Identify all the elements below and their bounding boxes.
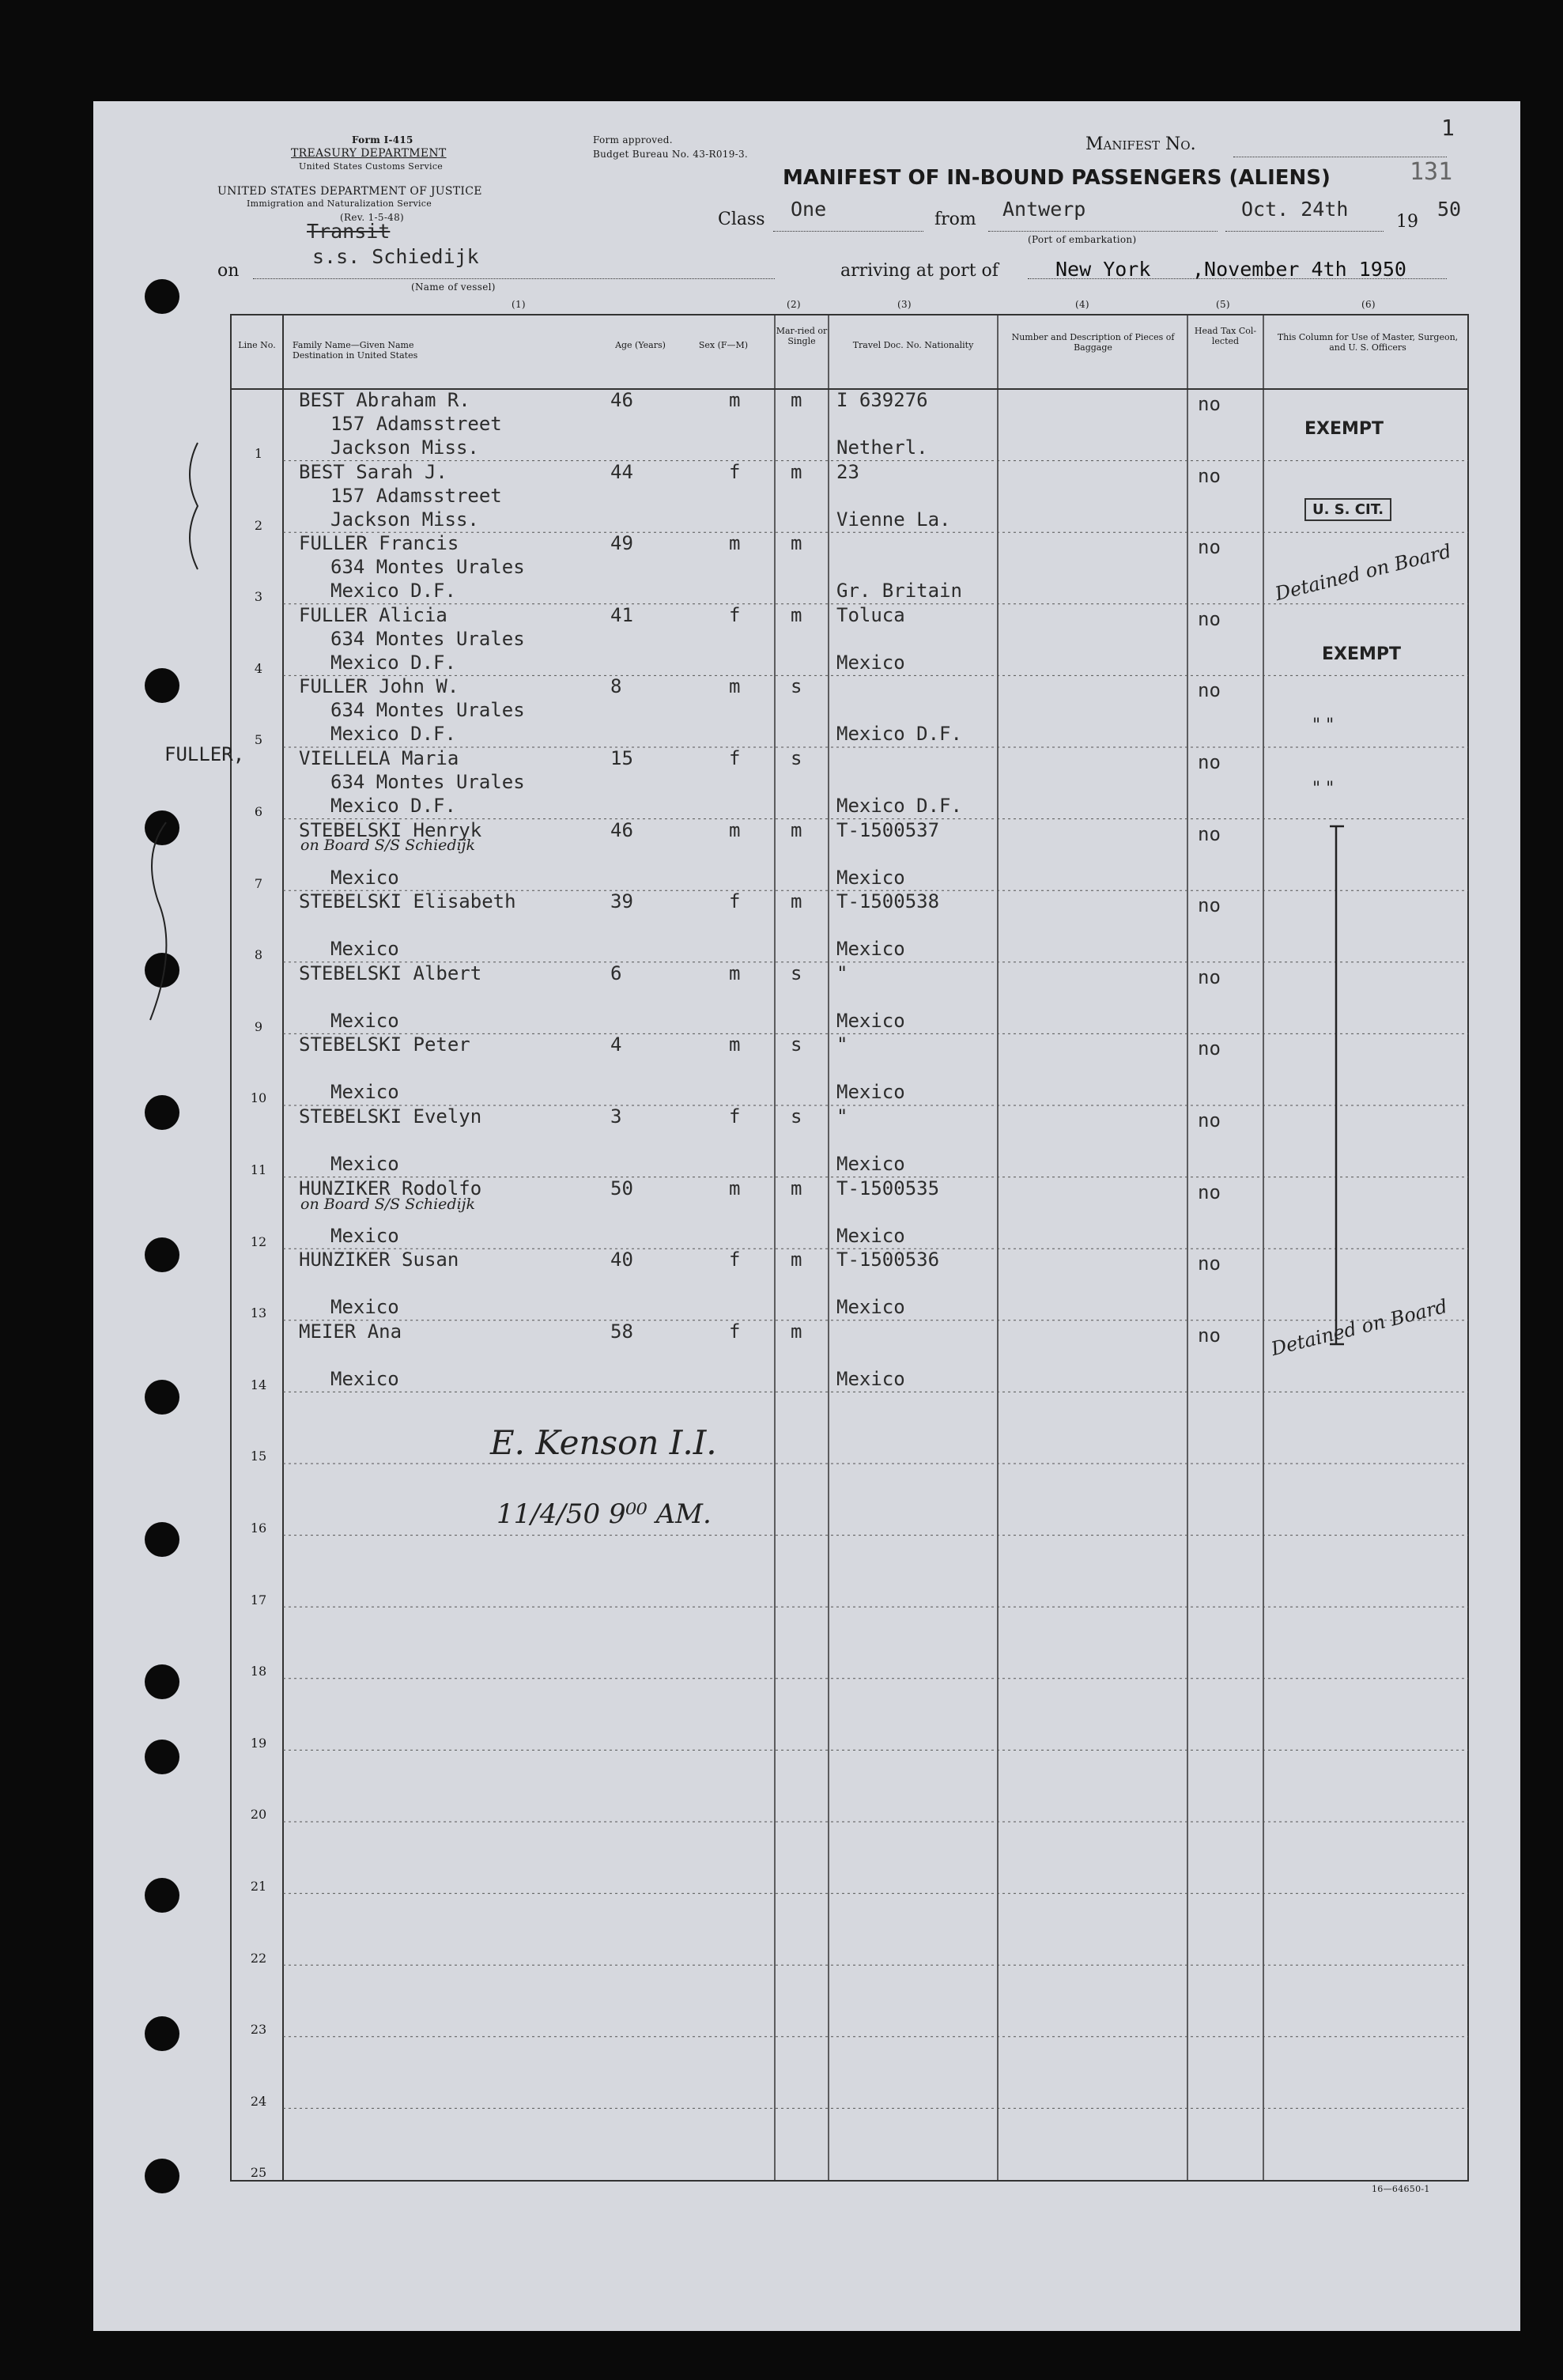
passenger-name: BEST Abraham R. [299, 389, 470, 411]
col-num-1: (1) [512, 299, 526, 310]
travel-doc-number: I 639276 [836, 389, 928, 411]
head-tax-collected: no [1198, 607, 1221, 630]
line-number: 23 [250, 2022, 267, 2038]
marital-status: m [791, 460, 802, 483]
passenger-sex: m [729, 818, 741, 841]
ditto-mark-1: " " [1312, 716, 1335, 735]
passenger-sex: m [729, 675, 741, 698]
travel-doc-number: 23 [836, 460, 859, 483]
nationality: Gr. Britain [836, 580, 962, 603]
passenger-age: 44 [610, 460, 633, 483]
passenger-sex: f [729, 460, 741, 483]
passenger-address: 634 Montes Urales [330, 556, 525, 579]
year-suffix: 50 [1437, 198, 1462, 221]
from-label: from [934, 210, 976, 229]
col-header-headtax: Head Tax Col-lected [1194, 326, 1257, 346]
vessel-caption: (Name of vessel) [411, 281, 496, 293]
nationality: Mexico [836, 1081, 905, 1104]
head-tax-collected: no [1198, 464, 1221, 487]
detained-note-1: Detained on Board [1273, 539, 1454, 606]
passenger-name: FULLER Alicia [299, 603, 447, 626]
col-num-5: (5) [1216, 299, 1230, 310]
form-approved: Form approved. [593, 134, 673, 145]
passenger-sex: f [729, 1105, 741, 1128]
head-tax-collected: no [1198, 822, 1221, 845]
col-header-married: Mar-ried or Single [776, 326, 828, 346]
nationality: Mexico [836, 1224, 905, 1247]
line-number: 15 [250, 1449, 267, 1464]
line-number: 3 [254, 589, 263, 605]
transit-note: Transit [307, 220, 391, 243]
passenger-age: 46 [610, 389, 633, 411]
line-number: 10 [250, 1090, 267, 1106]
travel-doc-number: T-1500538 [836, 890, 940, 913]
nationality: Mexico [836, 1009, 905, 1032]
passenger-name: FULLER Francis [299, 532, 459, 555]
passenger-name: STEBELSKI Henryk [299, 818, 482, 841]
line-number: 4 [254, 660, 263, 676]
manifest-title: MANIFEST OF IN-BOUND PASSENGERS (ALIENS) [783, 166, 1331, 190]
marital-status: s [791, 675, 802, 698]
head-tax-collected: no [1198, 393, 1221, 415]
port-embark-caption: (Port of embarkation) [1028, 234, 1137, 245]
passenger-sex: m [729, 1177, 741, 1199]
passenger-destination: Mexico [330, 938, 399, 961]
passenger-age: 15 [610, 747, 633, 769]
passenger-destination: Mexico [330, 1296, 399, 1319]
line-number: 9 [254, 1018, 263, 1034]
departure-date: Oct. 24th [1241, 198, 1349, 221]
line-number: 22 [250, 1950, 267, 1966]
marital-status: m [791, 1249, 802, 1271]
year-prefix: 19 [1396, 212, 1418, 232]
line-number: 12 [250, 1233, 267, 1249]
page-number: 131 [1410, 158, 1453, 186]
passenger-destination: Mexico [330, 1081, 399, 1104]
line-number: 19 [250, 1735, 267, 1751]
passenger-address: 157 Adamsstreet [330, 413, 502, 435]
passenger-name: STEBELSKI Evelyn [299, 1105, 482, 1128]
fuller-margin-note: FULLER, [164, 743, 245, 765]
treasury-dept: TREASURY DEPARTMENT [291, 147, 447, 160]
line-number: 13 [250, 1305, 267, 1321]
nationality: Mexico [836, 651, 905, 674]
passenger-destination: Mexico [330, 1153, 399, 1175]
col-header-name: Family Name—Given Name Destination in United States [293, 340, 418, 361]
line-number: 20 [250, 1807, 267, 1823]
justice-dept: UNITED STATES DEPARTMENT OF JUSTICE [217, 185, 482, 198]
on-board-note-1: on Board S/S Schiedijk [300, 837, 476, 854]
line-number: 11 [250, 1162, 267, 1177]
us-citizen-stamp: U. S. CIT. [1304, 498, 1391, 521]
head-tax-collected: no [1198, 965, 1221, 988]
passenger-address: 157 Adamsstreet [330, 484, 502, 507]
line-number: 21 [250, 1879, 267, 1894]
inspector-signature: E. Kenson I.I. [490, 1423, 717, 1462]
col-num-2: (2) [787, 299, 801, 310]
marital-status: m [791, 890, 802, 913]
passenger-name: HUNZIKER Rodolfo [299, 1177, 482, 1199]
passenger-name: HUNZIKER Susan [299, 1249, 459, 1271]
passenger-destination: Mexico D.F. [330, 651, 456, 674]
passenger-address: 634 Montes Urales [330, 771, 525, 793]
passenger-age: 41 [610, 603, 633, 626]
col-num-3: (3) [897, 299, 912, 310]
travel-doc-number: " [836, 961, 848, 984]
passenger-address: 634 Montes Urales [330, 699, 525, 722]
line-number: 1 [254, 446, 263, 461]
form-revision: (Rev. 1-5-48) [340, 212, 405, 223]
passenger-destination: Mexico [330, 1224, 399, 1247]
travel-doc-number: Toluca [836, 603, 905, 626]
arrival-date: ,November 4th 1950 [1192, 258, 1406, 281]
exempt-stamp-2: EXEMPT [1322, 644, 1402, 664]
port-of-embarkation: Antwerp [1002, 198, 1086, 221]
line-number: 6 [254, 804, 263, 819]
passenger-destination: Jackson Miss. [330, 508, 479, 531]
passenger-sex: f [729, 1320, 741, 1343]
nationality: Vienne La. [836, 508, 951, 531]
passenger-age: 58 [610, 1320, 633, 1343]
marital-status: s [791, 961, 802, 984]
passenger-age: 6 [610, 961, 622, 984]
passenger-destination: Mexico [330, 1367, 399, 1390]
nationality: Mexico [836, 1367, 905, 1390]
passenger-sex: m [729, 532, 741, 555]
col-num-4: (4) [1075, 299, 1089, 310]
marital-status: s [791, 1105, 802, 1128]
passenger-name: FULLER John W. [299, 675, 459, 698]
marital-status: m [791, 532, 802, 555]
col-header-age: Age (Years) [615, 340, 666, 350]
marital-status: s [791, 1033, 802, 1056]
passenger-destination: Mexico [330, 1009, 399, 1032]
line-number: 5 [254, 732, 263, 748]
passenger-address: 634 Montes Urales [330, 627, 525, 650]
marital-status: m [791, 818, 802, 841]
passenger-sex: m [729, 389, 741, 411]
passenger-name: VIELLELA Maria [299, 747, 459, 769]
footer-code: 16—64650-1 [1372, 2184, 1430, 2194]
exempt-stamp: EXEMPT [1304, 419, 1384, 439]
passenger-destination: Jackson Miss. [330, 436, 479, 459]
on-label: on [217, 261, 240, 281]
form-number: Form I-415 [352, 134, 413, 145]
line-number: 17 [250, 1592, 267, 1607]
class-value: One [791, 198, 827, 221]
passenger-sex: m [729, 961, 741, 984]
marital-status: s [791, 747, 802, 769]
budget-bureau: Budget Bureau No. 43-R019-3. [593, 149, 749, 160]
sheet-number: 1 [1441, 115, 1455, 141]
head-tax-collected: no [1198, 536, 1221, 559]
passenger-sex: f [729, 890, 741, 913]
arrival-port: New York [1055, 258, 1151, 281]
class-label: Class [718, 210, 765, 229]
nationality: Mexico [836, 1153, 905, 1175]
passenger-age: 46 [610, 818, 633, 841]
passenger-destination: Mexico D.F. [330, 723, 456, 746]
vessel-name: s.s. Schiedijk [312, 245, 479, 268]
passenger-name: MEIER Ana [299, 1320, 402, 1343]
passenger-sex: f [729, 603, 741, 626]
col-header-sex: Sex (F—M) [698, 340, 749, 350]
travel-doc-number: T-1500536 [836, 1249, 940, 1271]
passenger-sex: f [729, 747, 741, 769]
nationality: Mexico [836, 938, 905, 961]
passenger-sex: f [729, 1249, 741, 1271]
on-board-note-2: on Board S/S Schiedijk [300, 1196, 476, 1213]
ins-service: Immigration and Naturalization Service [247, 198, 432, 209]
head-tax-collected: no [1198, 1181, 1221, 1203]
marital-status: m [791, 1320, 802, 1343]
passenger-age: 4 [610, 1033, 622, 1056]
head-tax-collected: no [1198, 1109, 1221, 1131]
passenger-age: 50 [610, 1177, 633, 1199]
marital-status: m [791, 389, 802, 411]
nationality: Mexico D.F. [836, 723, 962, 746]
detained-note-2: Detained on Board [1269, 1294, 1450, 1361]
head-tax-collected: no [1198, 751, 1221, 773]
customs-service: United States Customs Service [299, 161, 444, 172]
line-number: 18 [250, 1664, 267, 1679]
line-number: 14 [250, 1377, 267, 1392]
line-number: 2 [254, 517, 263, 533]
line-number: 24 [250, 2093, 267, 2109]
passenger-sex: m [729, 1033, 741, 1056]
col-header-line: Line No. [238, 340, 276, 350]
passenger-age: 39 [610, 890, 633, 913]
nationality: Mexico D.F. [836, 795, 962, 817]
passenger-age: 3 [610, 1105, 622, 1128]
travel-doc-number: T-1500537 [836, 818, 940, 841]
line-number: 8 [254, 947, 263, 963]
manifest-number-label: Manifest No. [1085, 134, 1196, 154]
passenger-destination: Mexico D.F. [330, 795, 456, 817]
travel-doc-number: T-1500535 [836, 1177, 940, 1199]
marital-status: m [791, 603, 802, 626]
col-header-travel: Travel Doc. No. Nationality [852, 340, 974, 350]
passenger-age: 40 [610, 1249, 633, 1271]
ditto-mark-2: " " [1312, 779, 1335, 799]
head-tax-collected: no [1198, 1324, 1221, 1347]
col-header-officers: This Column for Use of Master, Surgeon, and U. S. Officers [1277, 332, 1459, 353]
head-tax-collected: no [1198, 1037, 1221, 1060]
passenger-name: STEBELSKI Elisabeth [299, 890, 516, 913]
passenger-age: 49 [610, 532, 633, 555]
arriving-label: arriving at port of [840, 261, 999, 281]
head-tax-collected: no [1198, 679, 1221, 702]
line-number: 25 [250, 2165, 267, 2181]
passenger-destination: Mexico [330, 866, 399, 889]
col-header-baggage: Number and Description of Pieces of Baggage [1011, 332, 1175, 353]
col-num-6: (6) [1361, 299, 1376, 310]
marital-status: m [791, 1177, 802, 1199]
passenger-age: 8 [610, 675, 622, 698]
passenger-name: STEBELSKI Peter [299, 1033, 470, 1056]
passenger-destination: Mexico D.F. [330, 580, 456, 603]
travel-doc-number: " [836, 1033, 848, 1056]
head-tax-collected: no [1198, 894, 1221, 917]
passenger-name: BEST Sarah J. [299, 460, 447, 483]
travel-doc-number: " [836, 1105, 848, 1128]
line-number: 7 [254, 875, 263, 891]
nationality: Mexico [836, 866, 905, 889]
signature-date: 11/4/50 9⁰⁰ AM. [496, 1498, 712, 1530]
nationality: Mexico [836, 1296, 905, 1319]
passenger-name: STEBELSKI Albert [299, 961, 482, 984]
head-tax-collected: no [1198, 1252, 1221, 1275]
line-number: 16 [250, 1521, 267, 1536]
nationality: Netherl. [836, 436, 928, 459]
